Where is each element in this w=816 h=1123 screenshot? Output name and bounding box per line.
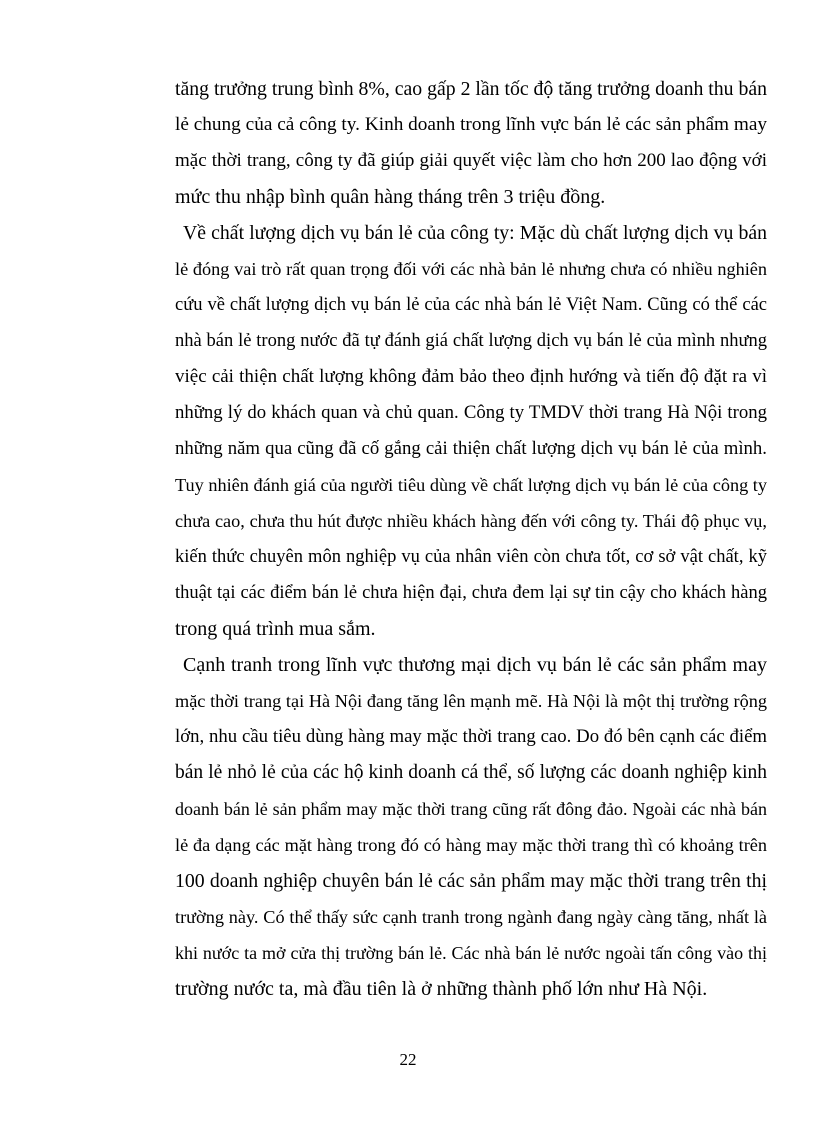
paragraph-3-line-5: doanh bán lẻ sản phẩm may mặc thời trang cũng rất đông đảo. Ngoài các nhà bán [175, 799, 767, 819]
paragraph-1-line-4: mức thu nhập bình quân hàng tháng trên 3 triệu đồng. [175, 186, 606, 208]
paragraph-2-line-1: Về chất lượng dịch vụ bán lẻ của công ty: Mặc dù chất lượng dịch vụ bán [183, 222, 767, 244]
paragraph-3-line-10: trường nước ta, mà đầu tiên là ở những thành phố lớn như Hà Nội. [175, 978, 708, 1000]
paragraph-2-line-9: chưa cao, chưa thu hút được nhiều khách hàng đến với công ty. Thái độ phục vụ, [175, 511, 767, 531]
paragraph-3-line-6: lẻ đa dạng các mặt hàng trong đó có hàng may mặc thời trang thì có khoảng trên [175, 835, 767, 855]
paragraph-3-line-7: 100 doanh nghiệp chuyên bán lẻ các sản phẩm may mặc thời trang trên thị [175, 870, 767, 892]
paragraph-2-line-6: những lý do khách quan và chủ quan. Công ty TMDV thời trang Hà Nội trong [175, 402, 767, 423]
paragraph-1-line-2: lẻ chung của cả công ty. Kinh doanh trong lĩnh vực bán lẻ các sản phẩm may [175, 114, 767, 135]
paragraph-2-line-11: thuật tại các điểm bán lẻ chưa hiện đại, chưa đem lại sự tin cậy cho khách hàng [175, 583, 767, 603]
paragraph-2-line-3: cứu về chất lượng dịch vụ bán lẻ của các nhà bán lẻ Việt Nam. Cũng có thể các [175, 295, 767, 315]
paragraph-3-line-1: Cạnh tranh trong lĩnh vực thương mại dịch vụ bán lẻ các sản phẩm may [183, 654, 767, 676]
paragraph-1-line-3: mặc thời trang, công ty đã giúp giải quyết việc làm cho hơn 200 lao động với [175, 150, 767, 171]
paragraph-3-line-9: khi nước ta mở cửa thị trường bán lẻ. Các nhà bán lẻ nước ngoài tấn công vào thị [175, 943, 767, 963]
paragraph-2-line-5: việc cải thiện chất lượng không đảm bảo theo định hướng và tiến độ đặt ra vì [175, 366, 767, 387]
paragraph-2-line-10: kiến thức chuyên môn nghiệp vụ của nhân viên còn chưa tốt, cơ sở vật chất, kỹ [175, 547, 767, 567]
paragraph-2-line-8: Tuy nhiên đánh giá của người tiêu dùng về chất lượng dịch vụ bán lẻ của công ty [175, 475, 767, 495]
paragraph-3-line-4: bán lẻ nhỏ lẻ của các hộ kinh doanh cá thể, số lượng các doanh nghiệp kinh [175, 762, 767, 783]
paragraph-2-line-7: những năm qua cũng đã cố gắng cải thiện chất lượng dịch vụ bán lẻ của mình. [175, 438, 767, 459]
page-number: 22 [399, 1050, 417, 1069]
paragraph-3-line-2: mặc thời trang tại Hà Nội đang tăng lên mạnh mẽ. Hà Nội là một thị trường rộng [175, 691, 767, 711]
paragraph-3-line-8: trường này. Có thể thấy sức cạnh tranh trong ngành đang ngày càng tăng, nhất là [175, 907, 767, 927]
paragraph-2-line-12: trong quá trình mua sắm. [175, 618, 376, 640]
paragraph-3-line-3: lớn, nhu cầu tiêu dùng hàng may mặc thời trang cao. Do đó bên cạnh các điểm [175, 726, 767, 747]
paragraph-2-line-2: lẻ đóng vai trò rất quan trọng đối với các nhà bản lẻ nhưng chưa có nhiều nghiên [175, 259, 767, 279]
paragraph-2-line-4: nhà bán lẻ trong nước đã tự đánh giá chất lượng dịch vụ bán lẻ của mình nhưng [175, 331, 767, 351]
paragraph-1-line-1: tăng trưởng trung bình 8%, cao gấp 2 lần tốc độ tăng trưởng doanh thu bán [175, 78, 767, 100]
